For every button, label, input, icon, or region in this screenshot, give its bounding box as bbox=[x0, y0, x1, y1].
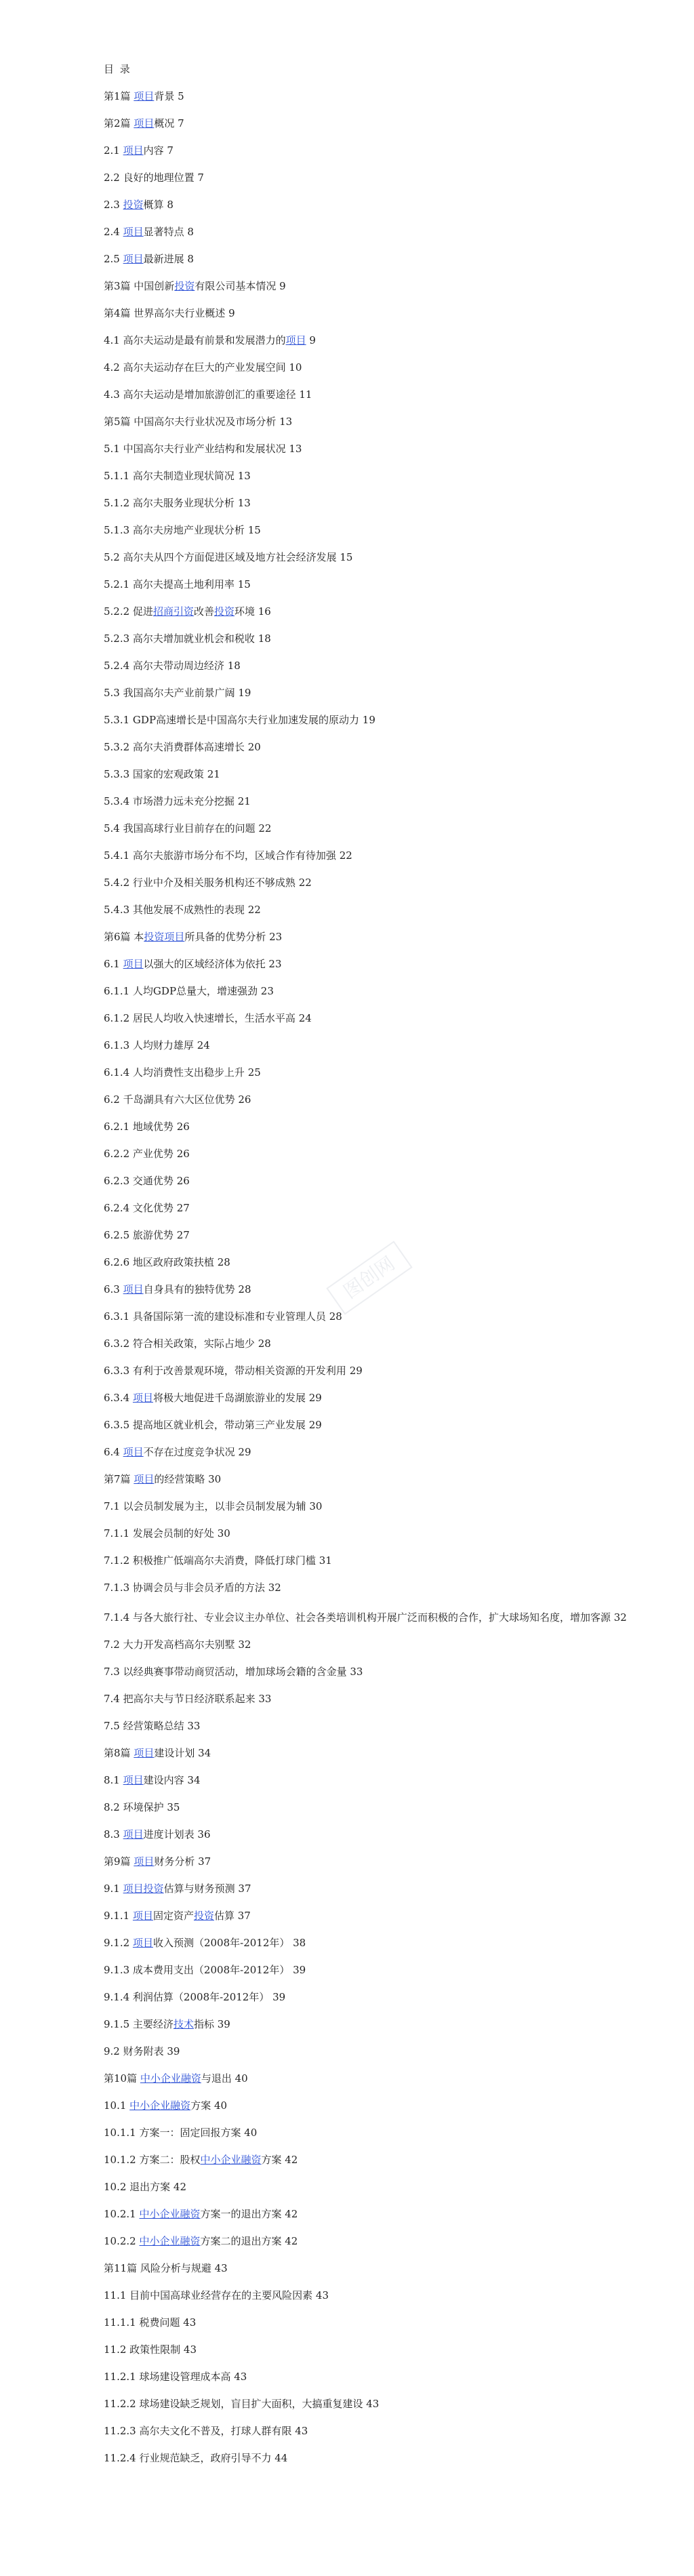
toc-entry[interactable] bbox=[104, 171, 632, 184]
toc-entry[interactable] bbox=[104, 2343, 632, 2356]
toc-entry-text: 环境 16 bbox=[234, 605, 271, 618]
toc-entry[interactable] bbox=[104, 1011, 632, 1025]
toc-entry-text: 6.2.4 文化优势 27 bbox=[104, 1202, 190, 1214]
toc-entry-text: 7.1.2 积极推广低端高尔夫消费，降低打球门槛 31 bbox=[104, 1554, 332, 1567]
toc-entry[interactable] bbox=[104, 713, 632, 727]
toc-entry[interactable] bbox=[104, 2126, 632, 2139]
toc-entry-text: 第10篇 bbox=[104, 2072, 140, 2085]
toc-entry-text: 第1篇 bbox=[104, 90, 134, 102]
toc-entry[interactable] bbox=[104, 794, 632, 808]
toc-entry-text: 第9篇 bbox=[104, 1855, 134, 1868]
toc-entry[interactable] bbox=[104, 1828, 632, 1841]
toc-entry-text: 与退出 40 bbox=[201, 2072, 248, 2085]
toc-entry-text: 10.2.2 bbox=[104, 2235, 140, 2247]
toc-entry[interactable] bbox=[104, 2370, 632, 2383]
toc-entry[interactable] bbox=[104, 2451, 632, 2465]
toc-entry[interactable] bbox=[104, 659, 632, 672]
toc-keyword-link[interactable]: 项目 bbox=[123, 1828, 144, 1840]
toc-entry[interactable] bbox=[104, 2045, 632, 2058]
toc-entry-text: 概算 8 bbox=[143, 199, 174, 211]
toc-entry-text: 6.2.1 地域优势 26 bbox=[104, 1121, 190, 1133]
toc-entry-text: 固定资产 bbox=[152, 1910, 194, 1922]
toc-entry[interactable] bbox=[104, 2316, 632, 2329]
toc-entry[interactable] bbox=[104, 1364, 632, 1377]
toc-list bbox=[104, 89, 632, 2465]
toc-entry-text: 6.2.3 交通优势 26 bbox=[104, 1175, 190, 1187]
toc-entry-text: 第2篇 bbox=[104, 117, 134, 129]
toc-entry[interactable] bbox=[104, 1800, 632, 1814]
toc-entry-text: 6.3.3 有利于改善景观环境，带动相关资源的开发利用 29 bbox=[104, 1365, 363, 1377]
toc-entry-text: 10.1.1 方案一：固定回报方案 40 bbox=[104, 2127, 258, 2139]
toc-entry[interactable] bbox=[104, 523, 632, 537]
toc-entry-text: 9.1.2 bbox=[104, 1937, 133, 1949]
toc-entry[interactable] bbox=[104, 767, 632, 781]
toc-entry-text: 9.1.5 主要经济 bbox=[104, 2018, 174, 2030]
toc-entry[interactable] bbox=[104, 2261, 632, 2275]
toc-entry[interactable] bbox=[104, 1201, 632, 1215]
toc-entry-text: 第4篇 世界高尔夫行业概述 9 bbox=[104, 307, 235, 319]
toc-keyword-link[interactable]: 项目 bbox=[123, 958, 144, 970]
toc-entry-text: 9 bbox=[306, 334, 316, 346]
toc-entry[interactable] bbox=[104, 1174, 632, 1188]
toc-entry-text: 5.2.4 高尔夫带动周边经济 18 bbox=[104, 660, 241, 672]
toc-entry-text: 有限公司基本情况 9 bbox=[195, 280, 286, 292]
toc-keyword-link[interactable]: 中小企业融资 bbox=[139, 2208, 201, 2220]
toc-keyword-link[interactable]: 投资 bbox=[123, 199, 144, 211]
toc-keyword-link[interactable]: 技术 bbox=[173, 2018, 194, 2030]
toc-entry[interactable] bbox=[104, 1255, 632, 1269]
toc-entry[interactable] bbox=[104, 2180, 632, 2194]
toc-entry[interactable] bbox=[104, 415, 632, 428]
toc-entry-text: 11.1 目前中国高球业经营存在的主要风险因素 43 bbox=[104, 2289, 329, 2301]
toc-entry-text: 8.2 环境保护 35 bbox=[104, 1801, 180, 1813]
toc-entry-text: 9.2 财务附表 39 bbox=[104, 2045, 180, 2057]
toc-entry-text: 9.1.4 利润估算（2008年-2012年） 39 bbox=[104, 1991, 286, 2003]
toc-entry-text: 估算 37 bbox=[213, 1910, 251, 1922]
toc-keyword-link[interactable]: 项目 bbox=[134, 117, 155, 129]
toc-entry[interactable] bbox=[104, 1445, 632, 1459]
toc-entry[interactable] bbox=[104, 2397, 632, 2411]
toc-entry-text: 5.3.2 高尔夫消费群体高速增长 20 bbox=[104, 741, 261, 753]
toc-entry-text: 进度计划表 36 bbox=[143, 1828, 211, 1840]
toc-entry[interactable] bbox=[104, 2099, 632, 2112]
toc-entry[interactable] bbox=[104, 252, 632, 266]
toc-entry[interactable] bbox=[104, 740, 632, 754]
toc-keyword-link[interactable]: 投资项目 bbox=[144, 931, 185, 943]
toc-entry[interactable] bbox=[104, 1882, 632, 1895]
toc-entry-text: 5.1 中国高尔夫行业产业结构和发展状况 13 bbox=[104, 443, 302, 455]
toc-keyword-link[interactable]: 中小企业融资 bbox=[140, 2072, 201, 2085]
toc-entry[interactable] bbox=[104, 1990, 632, 2004]
toc-entry[interactable] bbox=[104, 1391, 632, 1405]
toc-entry[interactable] bbox=[104, 2072, 632, 2085]
toc-entry-text: 2.4 bbox=[104, 226, 123, 238]
toc-entry[interactable] bbox=[104, 1554, 632, 1567]
toc-entry[interactable] bbox=[104, 984, 632, 998]
toc-entry[interactable] bbox=[104, 1500, 632, 1513]
toc-entry[interactable] bbox=[104, 1746, 632, 1760]
toc-entry-text: 5.4.3 其他发展不成熟性的表现 22 bbox=[104, 904, 261, 916]
toc-entry-text: 第3篇 中国创新 bbox=[104, 280, 175, 292]
toc-entry-text: 建设计划 34 bbox=[154, 1747, 211, 1759]
toc-entry-text: 背景 5 bbox=[154, 90, 184, 102]
toc-entry-text: 6.1.4 人均消费性支出稳步上升 25 bbox=[104, 1066, 261, 1079]
toc-entry-text: 7.1.1 发展会员制的好处 30 bbox=[104, 1527, 230, 1539]
toc-keyword-link[interactable]: 项目 bbox=[123, 1774, 144, 1786]
toc-keyword-link[interactable]: 项目 bbox=[123, 1283, 144, 1295]
toc-entry-text: 7.1.3 协调会员与非会员矛盾的方法 32 bbox=[104, 1582, 281, 1594]
toc-entry-text: 9.1 bbox=[104, 1883, 123, 1895]
toc-entry-text: 6.3 bbox=[104, 1283, 123, 1295]
toc-keyword-link[interactable]: 项目 bbox=[132, 1392, 153, 1404]
toc-entry-text: 第6篇 本 bbox=[104, 931, 144, 943]
toc-entry-text: 第5篇 中国高尔夫行业状况及市场分析 13 bbox=[104, 416, 293, 428]
toc-entry[interactable] bbox=[104, 117, 632, 130]
toc-entry-text: 10.1.2 方案二：股权 bbox=[104, 2154, 201, 2166]
toc-keyword-link[interactable]: 中小企业融资 bbox=[200, 2154, 262, 2166]
toc-entry[interactable] bbox=[104, 2289, 632, 2302]
toc-entry-text: 方案 42 bbox=[261, 2154, 298, 2166]
toc-entry-text: 7.5 经营策略总结 33 bbox=[104, 1720, 201, 1732]
toc-keyword-link[interactable]: 项目 bbox=[123, 253, 144, 265]
toc-keyword-link[interactable]: 项目 bbox=[134, 1855, 155, 1868]
toc-keyword-link[interactable]: 投资 bbox=[213, 605, 234, 618]
toc-title: 目 录 bbox=[104, 63, 131, 75]
toc-entry-text: 11.2.4 行业规范缺乏，政府引导不力 44 bbox=[104, 2452, 288, 2464]
toc-entry-text: 财务分析 37 bbox=[154, 1855, 211, 1868]
toc-entry[interactable] bbox=[104, 1228, 632, 1242]
toc-entry-text: 第11篇 风险分析与规避 43 bbox=[104, 2262, 228, 2274]
toc-entry-text: 改善 bbox=[193, 605, 214, 618]
toc-entry-text: 6.1 bbox=[104, 958, 123, 970]
toc-entry-text: 8.3 bbox=[104, 1828, 123, 1840]
toc-entry[interactable] bbox=[104, 1147, 632, 1161]
toc-entry[interactable] bbox=[104, 2424, 632, 2438]
toc-entry-text: 10.2.1 bbox=[104, 2208, 140, 2220]
toc-entry-text: 5.2.3 高尔夫增加就业机会和税收 18 bbox=[104, 632, 271, 645]
toc-entry-text: 6.3.5 提高地区就业机会，带动第三产业发展 29 bbox=[104, 1419, 322, 1431]
toc-entry-text: 的经营策略 30 bbox=[154, 1473, 222, 1485]
toc-entry-text: 4.1 高尔夫运动是最有前景和发展潜力的 bbox=[104, 334, 286, 346]
toc-keyword-link[interactable]: 项目 bbox=[132, 1937, 153, 1949]
toc-keyword-link[interactable]: 投资 bbox=[193, 1910, 214, 1922]
toc-entry-text: 8.1 bbox=[104, 1774, 123, 1786]
toc-entry[interactable] bbox=[104, 930, 632, 944]
toc-entry[interactable] bbox=[104, 2207, 632, 2221]
toc-entry-text: 最新进展 8 bbox=[143, 253, 194, 265]
toc-entry-text: 5.3.3 国家的宏观政策 21 bbox=[104, 768, 220, 780]
toc-entry-text: 估算与财务预测 37 bbox=[163, 1883, 251, 1895]
toc-entry-text: 2.3 bbox=[104, 199, 123, 211]
toc-entry[interactable] bbox=[104, 1418, 632, 1432]
toc-entry[interactable] bbox=[104, 1527, 632, 1540]
toc-entry-text: 5.1.1 高尔夫制造业现状简况 13 bbox=[104, 470, 251, 482]
toc-entry[interactable] bbox=[104, 605, 632, 618]
toc-entry[interactable] bbox=[104, 876, 632, 889]
toc-entry[interactable] bbox=[104, 1773, 632, 1787]
toc-entry-text: 内容 7 bbox=[143, 144, 174, 157]
toc-entry-text: 5.2 高尔夫从四个方面促进区域及地方社会经济发展 15 bbox=[104, 551, 353, 563]
toc-entry-text: 11.2.1 球场建设管理成本高 43 bbox=[104, 2371, 247, 2383]
toc-entry-text: 5.3 我国高尔夫产业前景广阔 19 bbox=[104, 687, 251, 699]
toc-entry[interactable] bbox=[104, 89, 632, 103]
toc-entry-text: 7.2 大力开发高档高尔夫别墅 32 bbox=[104, 1638, 251, 1651]
toc-entry-text: 6.3.1 具备国际第一流的建设标准和专业管理人员 28 bbox=[104, 1310, 342, 1323]
toc-entry-text: 7.3 以经典赛事带动商贸活动，增加球场会籍的含金量 33 bbox=[104, 1666, 363, 1678]
toc-entry[interactable] bbox=[104, 361, 632, 374]
toc-entry[interactable] bbox=[104, 2234, 632, 2248]
toc-entry-text: 11.2 政策性限制 43 bbox=[104, 2343, 197, 2356]
toc-entry-text: 方案一的退出方案 42 bbox=[200, 2208, 298, 2220]
toc-entry-text: 5.4 我国高球行业目前存在的问题 22 bbox=[104, 822, 272, 834]
toc-entry[interactable] bbox=[104, 1039, 632, 1052]
toc-entry-text: 指标 39 bbox=[193, 2018, 230, 2030]
toc-entry[interactable] bbox=[104, 1283, 632, 1296]
toc-entry-text: 6.2 千岛湖具有六大区位优势 26 bbox=[104, 1093, 251, 1106]
toc-entry[interactable] bbox=[104, 1093, 632, 1106]
toc-entry-text: 不存在过度竞争状况 29 bbox=[143, 1446, 251, 1458]
toc-entry-text: 5.2.2 促进 bbox=[104, 605, 153, 618]
toc-entry-text: 6.1.2 居民人均收入快速增长，生活水平高 24 bbox=[104, 1012, 312, 1024]
toc-entry-text: 9.1.3 成本费用支出（2008年-2012年） 39 bbox=[104, 1964, 306, 1976]
toc-entry[interactable] bbox=[104, 957, 632, 971]
toc-keyword-link[interactable]: 招商引资 bbox=[152, 605, 194, 618]
toc-keyword-link[interactable]: 中小企业融资 bbox=[139, 2235, 201, 2247]
toc-entry[interactable] bbox=[104, 198, 632, 212]
toc-entry-text: 2.1 bbox=[104, 144, 123, 157]
toc-entry-text: 10.2 退出方案 42 bbox=[104, 2181, 187, 2193]
toc-entry-text: 7.1.4 与各大旅行社、专业会议主办单位、社会各类培训机构开展广泛而积极的合作，扩大球场知名度，增加客源 32 bbox=[104, 1611, 627, 1624]
toc-keyword-link[interactable]: 项目 bbox=[123, 226, 144, 238]
toc-keyword-link[interactable]: 项目 bbox=[134, 1747, 155, 1759]
toc-entry[interactable] bbox=[104, 1581, 632, 1594]
toc-entry[interactable] bbox=[104, 550, 632, 564]
toc-entry[interactable] bbox=[104, 632, 632, 645]
toc-entry-text: 9.1.1 bbox=[104, 1910, 133, 1922]
toc-entry[interactable] bbox=[104, 1120, 632, 1133]
toc-entry[interactable] bbox=[104, 279, 632, 293]
toc-entry-text: 6.2.5 旅游优势 27 bbox=[104, 1229, 190, 1241]
toc-entry-text: 5.3.4 市场潜力远未充分挖掘 21 bbox=[104, 795, 251, 807]
toc-entry-text: 11.2.3 高尔夫文化不普及，打球人群有限 43 bbox=[104, 2425, 308, 2437]
toc-entry-text: 5.1.2 高尔夫服务业现状分析 13 bbox=[104, 497, 251, 509]
toc-entry[interactable] bbox=[104, 469, 632, 483]
toc-entry-text: 4.3 高尔夫运动是增加旅游创汇的重要途径 11 bbox=[104, 388, 312, 401]
toc-entry[interactable] bbox=[104, 144, 632, 157]
toc-entry-text: 7.4 把高尔夫与节日经济联系起来 33 bbox=[104, 1693, 272, 1705]
toc-entry[interactable] bbox=[104, 1936, 632, 1950]
table-of-contents bbox=[104, 62, 632, 2478]
toc-entry-text: 显著特点 8 bbox=[143, 226, 194, 238]
toc-keyword-link[interactable]: 投资 bbox=[174, 280, 195, 292]
toc-entry[interactable] bbox=[104, 388, 632, 401]
toc-entry[interactable] bbox=[104, 903, 632, 917]
toc-entry-text: 7.1 以会员制发展为主，以非会员制发展为辅 30 bbox=[104, 1500, 323, 1512]
toc-keyword-link[interactable]: 项目 bbox=[123, 1446, 144, 1458]
toc-keyword-link[interactable]: 项目投资 bbox=[123, 1883, 164, 1895]
toc-entry-text: 将极大地促进千岛湖旅游业的发展 29 bbox=[152, 1392, 322, 1404]
toc-entry[interactable] bbox=[104, 1909, 632, 1923]
toc-entry-text: 6.1.3 人均财力雄厚 24 bbox=[104, 1039, 210, 1051]
toc-entry[interactable] bbox=[104, 1692, 632, 1706]
toc-entry[interactable] bbox=[104, 822, 632, 835]
toc-entry[interactable] bbox=[104, 1337, 632, 1350]
toc-entry-text: 10.1 bbox=[104, 2099, 130, 2112]
toc-entry[interactable] bbox=[104, 2153, 632, 2167]
toc-entry[interactable] bbox=[104, 1665, 632, 1678]
watermark-text: 图创网 bbox=[339, 1251, 399, 1304]
toc-entry-text: 自身具有的独特优势 28 bbox=[143, 1283, 251, 1295]
toc-entry[interactable] bbox=[104, 1608, 632, 1627]
toc-entry[interactable] bbox=[104, 849, 632, 862]
toc-entry-text: 5.4.2 行业中介及相关服务机构还不够成熟 22 bbox=[104, 877, 312, 889]
toc-entry-text: 6.4 bbox=[104, 1446, 123, 1458]
toc-entry[interactable] bbox=[104, 2017, 632, 2031]
toc-entry[interactable] bbox=[104, 1638, 632, 1651]
toc-entry-text: 2.5 bbox=[104, 253, 123, 265]
toc-entry-text: 第7篇 bbox=[104, 1473, 134, 1485]
toc-entry[interactable] bbox=[104, 1963, 632, 1977]
toc-entry[interactable] bbox=[104, 1472, 632, 1486]
toc-entry[interactable] bbox=[104, 1855, 632, 1868]
toc-entry-text: 5.4.1 高尔夫旅游市场分布不均，区域合作有待加强 22 bbox=[104, 849, 352, 862]
toc-entry[interactable] bbox=[104, 334, 632, 347]
toc-entry[interactable] bbox=[104, 442, 632, 456]
toc-entry[interactable] bbox=[104, 686, 632, 700]
toc-keyword-link[interactable]: 项目 bbox=[134, 1473, 155, 1485]
toc-keyword-link[interactable]: 项目 bbox=[132, 1910, 153, 1922]
toc-entry-text: 概况 7 bbox=[154, 117, 184, 129]
toc-entry[interactable] bbox=[104, 496, 632, 510]
toc-entry-text: 11.1.1 税费问题 43 bbox=[104, 2316, 197, 2329]
toc-entry[interactable] bbox=[104, 1310, 632, 1323]
toc-keyword-link[interactable]: 中小企业融资 bbox=[129, 2099, 191, 2112]
toc-entry-text: 11.2.2 球场建设缺乏规划，盲目扩大面积，大搞重复建设 43 bbox=[104, 2398, 380, 2410]
toc-entry-text: 6.3.2 符合相关政策，实际占地少 28 bbox=[104, 1337, 271, 1350]
toc-entry-text: 所具备的优势分析 23 bbox=[184, 931, 283, 943]
toc-entry-text: 4.2 高尔夫运动存在巨大的产业发展空间 10 bbox=[104, 361, 302, 374]
toc-entry-text: 6.2.6 地区政府政策扶植 28 bbox=[104, 1256, 230, 1268]
toc-entry-text: 6.1.1 人均GDP总量大，增速强劲 23 bbox=[104, 985, 274, 997]
toc-keyword-link[interactable]: 项目 bbox=[123, 144, 144, 157]
toc-entry-text: 方案二的退出方案 42 bbox=[200, 2235, 298, 2247]
toc-entry-text: 5.2.1 高尔夫提高土地利用率 15 bbox=[104, 578, 251, 590]
toc-entry-text: 第8篇 bbox=[104, 1747, 134, 1759]
toc-entry-text: 5.3.1 GDP高速增长是中国高尔夫行业加速发展的原动力 19 bbox=[104, 714, 375, 726]
toc-entry-text: 5.1.3 高尔夫房地产业现状分析 15 bbox=[104, 524, 261, 536]
toc-entry[interactable] bbox=[104, 306, 632, 320]
toc-entry[interactable] bbox=[104, 1066, 632, 1079]
toc-entry[interactable] bbox=[104, 578, 632, 591]
toc-entry[interactable] bbox=[104, 225, 632, 239]
toc-entry-text: 6.3.4 bbox=[104, 1392, 133, 1404]
toc-entry-text: 以强大的区域经济体为依托 23 bbox=[143, 958, 282, 970]
toc-entry-text: 2.2 良好的地理位置 7 bbox=[104, 172, 204, 184]
toc-keyword-link[interactable]: 项目 bbox=[134, 90, 155, 102]
toc-entry-text: 6.2.2 产业优势 26 bbox=[104, 1148, 190, 1160]
toc-entry-text: 方案 40 bbox=[190, 2099, 228, 2112]
toc-entry-text: 建设内容 34 bbox=[143, 1774, 201, 1786]
toc-entry[interactable] bbox=[104, 1719, 632, 1733]
toc-entry-text: 收入预测（2008年-2012年） 38 bbox=[152, 1937, 306, 1949]
toc-keyword-link[interactable]: 项目 bbox=[285, 334, 306, 346]
